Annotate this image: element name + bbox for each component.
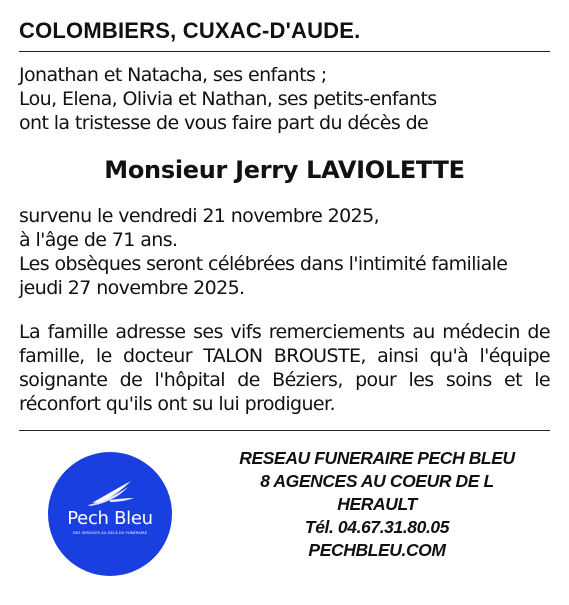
contact-line: RESEAU FUNERAIRE PECH BLEU <box>239 448 515 468</box>
logo-wordmark: Pech Bleu <box>67 508 153 529</box>
contact-line: HERAULT <box>337 494 417 514</box>
pech-bleu-logo <box>48 452 172 576</box>
deceased-name: Monsieur Jerry LAVIOLETTE <box>104 156 465 184</box>
thanks-line: La famille adresse ses vifs remerciements au médecin de <box>19 321 550 343</box>
contact-phone: Tél. 04.67.31.80.05 <box>304 517 450 537</box>
thanks-line: soignante de l'hôpital de Béziers, pour les soins et le <box>19 369 550 391</box>
thanks-paragraph <box>19 320 550 416</box>
top-divider <box>19 51 550 52</box>
intro-line: ont la tristesse de vous faire part du décès de <box>19 112 429 134</box>
location-heading: COLOMBIERS, CUXAC-D'AUDE. <box>19 18 361 43</box>
details-line: jeudi 27 novembre 2025. <box>19 277 245 299</box>
details-line: à l'âge de 71 ans. <box>19 229 178 251</box>
bottom-divider <box>19 430 550 431</box>
intro-line: Jonathan et Natacha, ses enfants ; <box>19 64 327 86</box>
thanks-line: réconfort qu'ils ont su lui prodiguer. <box>19 393 335 415</box>
thanks-line: famille, le docteur TALON BROUSTE, ainsi qu'à l'équipe <box>19 345 550 367</box>
details-paragraph <box>19 204 550 300</box>
intro-line: Lou, Elena, Olivia et Nathan, ses petits-enfants <box>19 88 437 110</box>
intro-paragraph <box>19 63 550 135</box>
details-line: Les obsèques seront célébrées dans l'intimité familiale <box>19 253 508 275</box>
logo-tagline: DES SERVICES AU DELÀ DU FUNÉRAIRE <box>72 531 148 535</box>
contact-website: PECHBLEU.COM <box>308 540 446 560</box>
details-line: survenu le vendredi 21 novembre 2025, <box>19 205 380 227</box>
funeral-home-contact <box>205 447 549 562</box>
contact-line: 8 AGENCES AU COEUR DE L <box>260 471 494 491</box>
